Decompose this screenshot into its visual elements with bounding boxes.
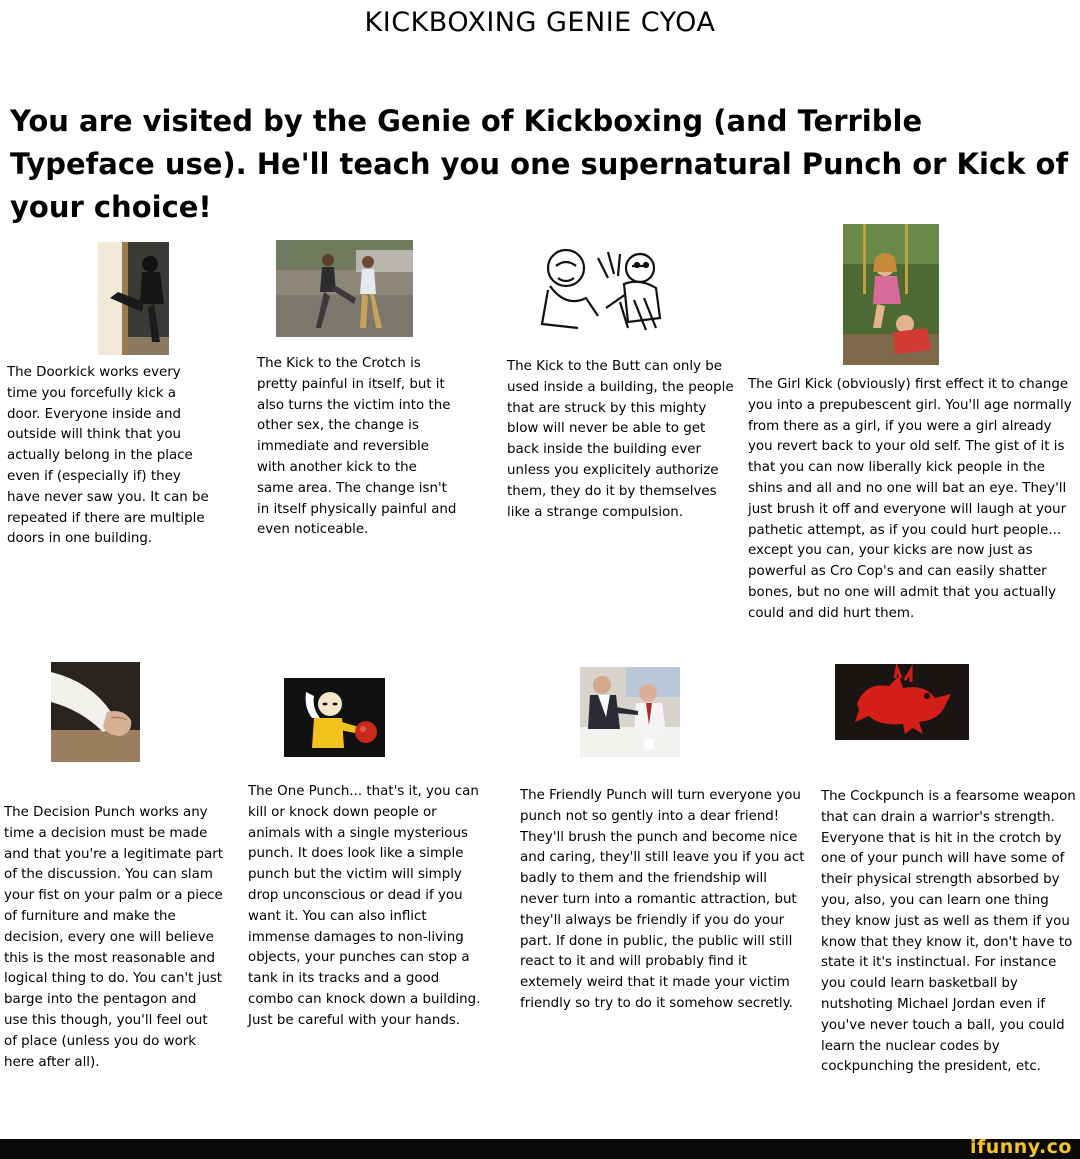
one-punch-description: The One Punch... that's it, you can kill or knock down people or animals with a single mysterious punch. It does look like a simple punch but the victim will simply drop unconscious or dead if you want it. You can also inflict immense damages to non-living objects, your punches can stop a tank in its tracks and a good combo can knock down a building. Just be careful with your hands. [248, 784, 481, 1028]
cockpunch-image [835, 664, 969, 740]
ifunny-logo[interactable]: ifunny.co [969, 1136, 1072, 1158]
kick-to-the-butt-image [528, 238, 680, 338]
friendly-punch-description: The Friendly Punch will turn everyone you punch not so gently into a dear friend! They'll brush the punch and become nice and caring, they'll still leave you if you act badly to them and the friendship will never turn into a romantic attraction, but they'll always be friendly if you do your part. If done in public, the public will still react to it and will probably find it extemely weird that it made your victim friendly so try to do it somehow secretly. [520, 788, 805, 1011]
decision-punch-image [51, 662, 140, 762]
decision-punch-description: The Decision Punch works any time a decision must be made and that you're a legitimate part of the discussion. You can slam your fist on your palm or a piece of furniture and make the decision, every one will believe this is the most reasonable and logical thing to do. You can't just barge into the pentagon and use this though, you'll feel out of place (unless you do work here after all). [4, 805, 223, 1070]
footer-bar [0, 1136, 1080, 1159]
girl-kick-description: The Girl Kick (obviously) first effect it to change you into a prepubescent girl. You'll age normally from there as a girl, if you were a girl already you revert back to your old self. The gist of it is that you can now liberally kick people in the shins and all and no one will bat an eye. They'll just brush it off and everyone will laugh at your pathetic attempt, as if you could hurt people... except you can, your kicks are now just as powerful as Cro Cop's and can easily shatter bones, but no one will admit that you actually could and did hurt them. [748, 377, 1072, 621]
intro-text: You are visited by the Genie of Kickboxing (and Terrible Typeface use). He'll teach you one supernatural Punch or Kick of your choice! [10, 104, 1069, 224]
friendly-punch-image [580, 667, 680, 757]
one-punch-image [284, 678, 385, 757]
girl-kick-image [843, 224, 939, 365]
cockpunch-description: The Cockpunch is a fearsome weapon that can drain a warrior's strength. Everyone that is hit in the crotch by one of your punch will have some of their physical strength absorbed by you, also, you can learn one thing they know just as well as them if you know that they know it, don't have to state it it's instinctual. For instance you could learn basketball by nutshoting Michael Jordan even if you've never touch a ball, you could learn the nuclear codes by cockpunching the president, etc. [821, 789, 1076, 1075]
page-title: KICKBOXING GENIE CYOA [364, 7, 716, 38]
kick-to-the-crotch-description: The Kick to the Crotch is pretty painful in itself, but it also turns the victim into the other sex, the change is immediate and reversible with another kick to the same area. The change isn't in itself physically painful and even noticeable. [257, 356, 457, 538]
doorkick-image [98, 242, 169, 355]
doorkick-description: The Doorkick works every time you forcefully kick a door. Everyone inside and outside will think that you actually belong in the place even if (especially if) they have never saw you. It can be repeated if there are multiple doors in one building. [7, 365, 209, 547]
kick-to-the-butt-description: The Kick to the Butt can only be used inside a building, the people that are struck by this mighty blow will never be able to get back inside the building ever unless you explicitely authorize them, they do it by themselves like a strange compulsion. [507, 359, 734, 520]
kick-to-the-crotch-image [276, 240, 413, 337]
